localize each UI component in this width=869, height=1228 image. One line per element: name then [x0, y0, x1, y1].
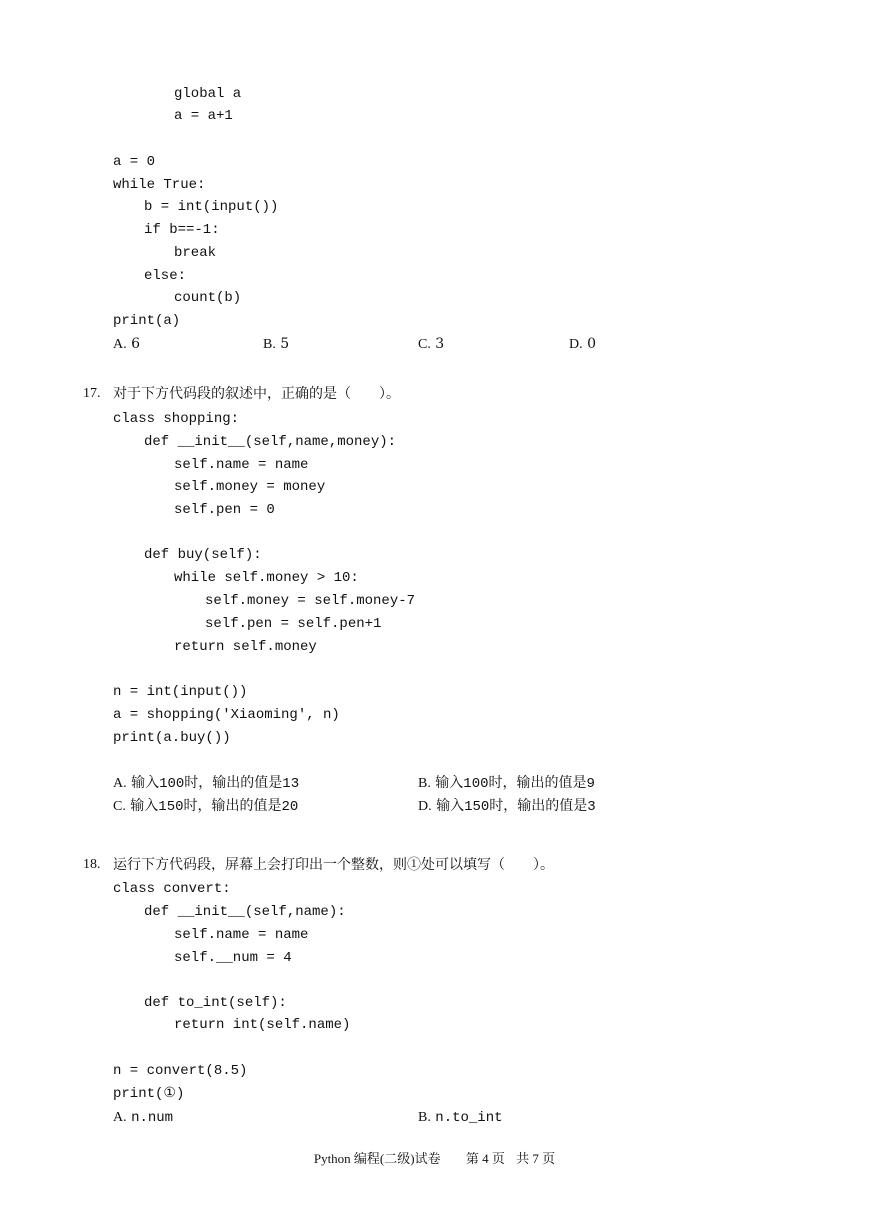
code-line: while True: — [113, 177, 206, 193]
code-line: self.name = name — [174, 927, 309, 943]
code-line: while self.money > 10: — [174, 570, 359, 586]
option-b: B. 5 — [263, 336, 290, 352]
code-line: self.money = money — [174, 479, 326, 495]
question-number: 17. — [83, 386, 101, 401]
option-d: D. 输入150时，输出的值是3 — [418, 798, 596, 815]
question-stem: 运行下方代码段，屏幕上会打印出一个整数，则①处可以填写（ ）。 — [113, 857, 554, 873]
question-stem: 对于下方代码段的叙述中，正确的是（ ）。 — [113, 386, 400, 402]
code-line: global a — [174, 86, 242, 102]
option-a: A. 6 — [113, 336, 140, 352]
code-line: a = a+1 — [174, 108, 233, 124]
code-line: print(a) — [113, 313, 181, 329]
page-number: 第 4 页 — [465, 1151, 505, 1166]
option-b: B. n.to_int — [418, 1110, 503, 1126]
code-line: n = convert(8.5) — [113, 1063, 248, 1079]
code-line: else: — [144, 268, 187, 284]
code-line: self.__num = 4 — [174, 950, 292, 966]
code-line: n = int(input()) — [113, 684, 248, 700]
code-line: a = 0 — [113, 154, 156, 170]
code-line: print(a.buy()) — [113, 730, 231, 746]
option-a: A. n.num — [113, 1110, 174, 1126]
code-line: self.pen = 0 — [174, 502, 275, 518]
code-line: self.name = name — [174, 457, 309, 473]
code-line: def __init__(self,name): — [144, 904, 346, 920]
code-line: b = int(input()) — [144, 199, 279, 215]
question-number: 18. — [83, 857, 101, 872]
total-pages: 共 7 页 — [516, 1151, 556, 1166]
code-line: count(b) — [174, 290, 242, 306]
code-line: if b==-1: — [144, 222, 220, 238]
code-line: a = shopping('Xiaoming', n) — [113, 707, 340, 723]
option-d: D. 0 — [569, 336, 596, 352]
option-a: A. 输入100时，输出的值是13 — [113, 775, 300, 792]
code-line: print(①) — [113, 1086, 185, 1102]
option-c: C. 输入150时，输出的值是20 — [113, 798, 299, 815]
code-line: return self.money — [174, 639, 317, 655]
exam-title: Python 编程(二级)试卷 — [313, 1151, 441, 1166]
code-line: break — [174, 245, 217, 261]
option-c: C. 3 — [418, 336, 445, 352]
code-line: class shopping: — [113, 411, 240, 427]
code-line: self.money = self.money-7 — [205, 593, 416, 609]
code-line: def to_int(self): — [144, 995, 287, 1011]
code-line: def __init__(self,name,money): — [144, 434, 397, 450]
code-line: self.pen = self.pen+1 — [205, 616, 382, 632]
code-line: class convert: — [113, 881, 231, 897]
code-line: return int(self.name) — [174, 1017, 351, 1033]
code-line: def buy(self): — [144, 547, 262, 563]
option-b: B. 输入100时，输出的值是9 — [418, 775, 595, 792]
page-footer — [0, 1148, 869, 1167]
